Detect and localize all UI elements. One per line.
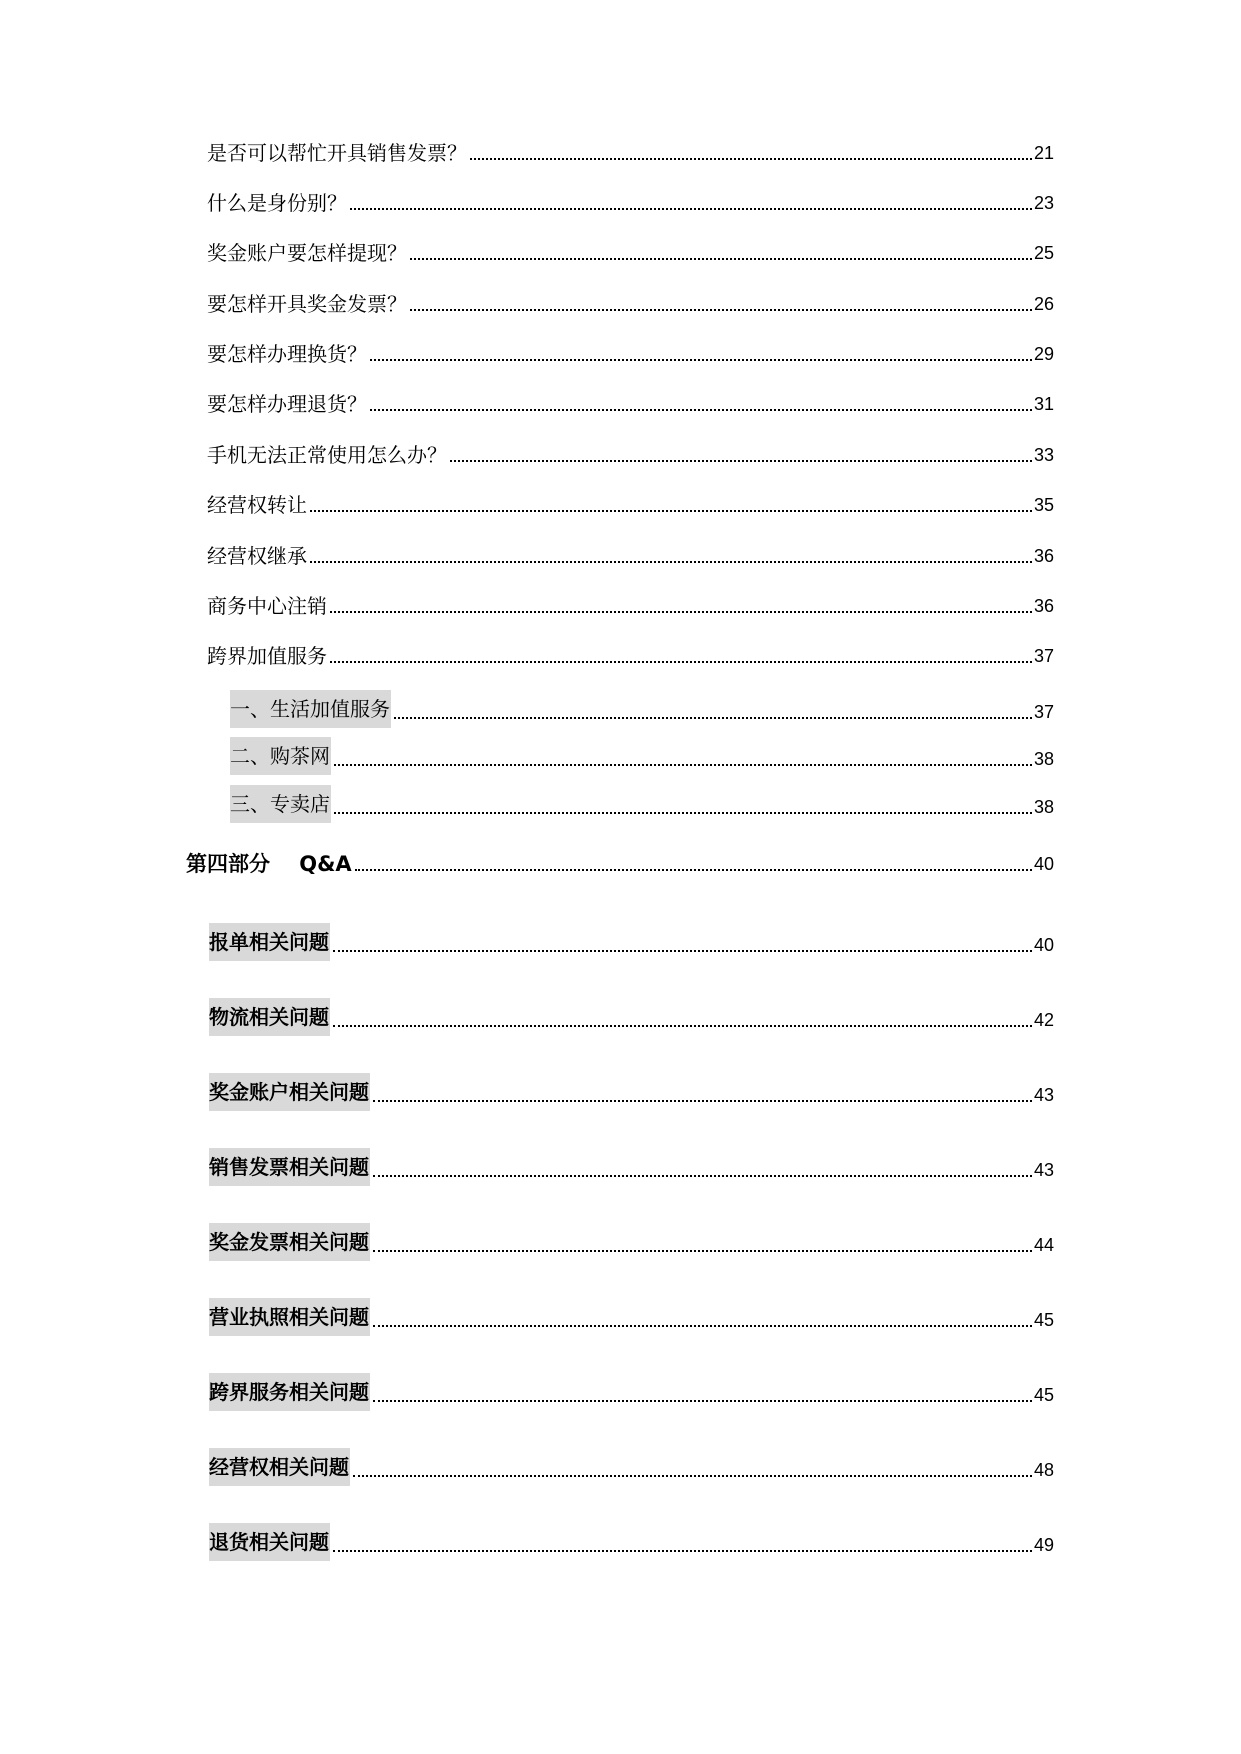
dot-leader xyxy=(373,1250,1032,1252)
dot-leader xyxy=(353,1475,1032,1477)
toc-entry-page: 37 xyxy=(1033,646,1054,666)
dot-leader xyxy=(334,812,1032,814)
toc-qa-entry[interactable] xyxy=(209,1148,1054,1186)
toc-entry-page: 45 xyxy=(1033,1310,1054,1330)
toc-entry-label: 二、购茶网 xyxy=(230,737,331,775)
toc-qa-entry[interactable] xyxy=(209,1523,1054,1561)
toc-entry-label: 要怎样办理换货？ xyxy=(207,342,367,366)
toc-entry-page: 49 xyxy=(1033,1535,1054,1555)
dot-leader xyxy=(333,950,1032,952)
toc-entry-page: 21 xyxy=(1033,143,1054,163)
dot-leader xyxy=(470,158,1032,160)
toc-entry-label: 奖金账户相关问题 xyxy=(209,1073,370,1111)
toc-entry-label: 商务中心注销 xyxy=(207,594,327,618)
toc-entry-label: 什么是身份别？ xyxy=(207,191,347,215)
toc-entry-page: 31 xyxy=(1033,394,1054,414)
toc-entry-page: 23 xyxy=(1033,193,1054,213)
toc-entry-page: 43 xyxy=(1033,1160,1054,1180)
dot-leader xyxy=(370,359,1032,361)
toc-qa-entry[interactable] xyxy=(209,923,1054,961)
toc-entry[interactable] xyxy=(207,540,1054,572)
toc-entry[interactable] xyxy=(207,237,1054,269)
dot-leader xyxy=(450,460,1032,462)
toc-entry-label: 经营权继承 xyxy=(207,544,307,568)
toc-entry-page: 38 xyxy=(1033,797,1054,817)
toc-entry-label: 跨界加值服务 xyxy=(207,644,327,668)
toc-entry-page: 43 xyxy=(1033,1085,1054,1105)
toc-entry[interactable] xyxy=(207,590,1054,622)
toc-qa-entry[interactable] xyxy=(209,1073,1054,1111)
toc-entry-label: 经营权转让 xyxy=(207,493,307,517)
toc-entry[interactable] xyxy=(207,388,1054,420)
toc-qa-entry[interactable] xyxy=(209,1448,1054,1486)
dot-leader xyxy=(373,1100,1032,1102)
dot-leader xyxy=(334,764,1032,766)
toc-entry-label: 三、专卖店 xyxy=(230,785,331,823)
toc-qa-entry[interactable] xyxy=(209,1223,1054,1261)
dot-leader xyxy=(310,510,1032,512)
toc-entry-label: 要怎样开具奖金发票？ xyxy=(207,292,407,316)
dot-leader xyxy=(330,611,1032,613)
dot-leader xyxy=(333,1025,1032,1027)
toc-entry-page: 38 xyxy=(1033,749,1054,769)
dot-leader xyxy=(373,1175,1032,1177)
toc-entry-page: 40 xyxy=(1033,854,1054,874)
dot-leader xyxy=(373,1400,1032,1402)
toc-qa-entry[interactable] xyxy=(209,1373,1054,1411)
dot-leader xyxy=(410,309,1032,311)
dot-leader xyxy=(373,1325,1032,1327)
toc-entry-page: 37 xyxy=(1033,702,1054,722)
dot-leader xyxy=(394,717,1032,719)
toc-entry-page: 45 xyxy=(1033,1385,1054,1405)
toc-entry-page: 26 xyxy=(1033,294,1054,314)
dot-leader xyxy=(410,258,1032,260)
toc-entry-label: 经营权相关问题 xyxy=(209,1448,350,1486)
toc-subentry[interactable] xyxy=(230,785,1054,823)
toc-entry-page: 25 xyxy=(1033,243,1054,263)
toc-entry-page: 35 xyxy=(1033,495,1054,515)
toc-qa-entry[interactable] xyxy=(209,1298,1054,1336)
toc-entry[interactable] xyxy=(207,338,1054,370)
toc-entry-label: 手机无法正常使用怎么办？ xyxy=(207,443,447,467)
dot-leader xyxy=(370,409,1032,411)
toc-entry-label: 第四部分 Q&A xyxy=(186,852,352,876)
toc-entry-page: 33 xyxy=(1033,445,1054,465)
dot-leader xyxy=(333,1550,1032,1552)
dot-leader xyxy=(355,869,1032,871)
toc-subentry[interactable] xyxy=(230,737,1054,775)
toc-entry-page: 40 xyxy=(1033,935,1054,955)
toc-entry-page: 42 xyxy=(1033,1010,1054,1030)
toc-subentry[interactable] xyxy=(230,690,1054,728)
toc-entry-label: 要怎样办理退货？ xyxy=(207,392,367,416)
toc-entry-label: 报单相关问题 xyxy=(209,923,330,961)
toc-entry[interactable] xyxy=(207,187,1054,219)
toc-entry-page: 44 xyxy=(1033,1235,1054,1255)
toc-entry[interactable] xyxy=(207,137,1054,169)
toc-entry[interactable] xyxy=(207,489,1054,521)
toc-entry[interactable] xyxy=(207,640,1054,672)
toc-entry-label: 奖金账户要怎样提现？ xyxy=(207,241,407,265)
toc-entry-label: 一、生活加值服务 xyxy=(230,690,391,728)
dot-leader xyxy=(350,208,1032,210)
dot-leader xyxy=(330,661,1032,663)
toc-entry-label: 物流相关问题 xyxy=(209,998,330,1036)
toc-part-heading[interactable] xyxy=(186,848,1054,880)
toc-entry-page: 36 xyxy=(1033,546,1054,566)
toc-entry[interactable] xyxy=(207,288,1054,320)
toc-entry-label: 是否可以帮忙开具销售发票？ xyxy=(207,141,467,165)
toc-qa-entry[interactable] xyxy=(209,998,1054,1036)
toc-entry-label: 营业执照相关问题 xyxy=(209,1298,370,1336)
toc-entry-label: 退货相关问题 xyxy=(209,1523,330,1561)
toc-entry-label: 销售发票相关问题 xyxy=(209,1148,370,1186)
toc-entry[interactable] xyxy=(207,439,1054,471)
toc-entry-label: 奖金发票相关问题 xyxy=(209,1223,370,1261)
toc-entry-page: 48 xyxy=(1033,1460,1054,1480)
toc-entry-page: 36 xyxy=(1033,596,1054,616)
toc-entry-label: 跨界服务相关问题 xyxy=(209,1373,370,1411)
dot-leader xyxy=(310,561,1032,563)
toc-entry-page: 29 xyxy=(1033,344,1054,364)
